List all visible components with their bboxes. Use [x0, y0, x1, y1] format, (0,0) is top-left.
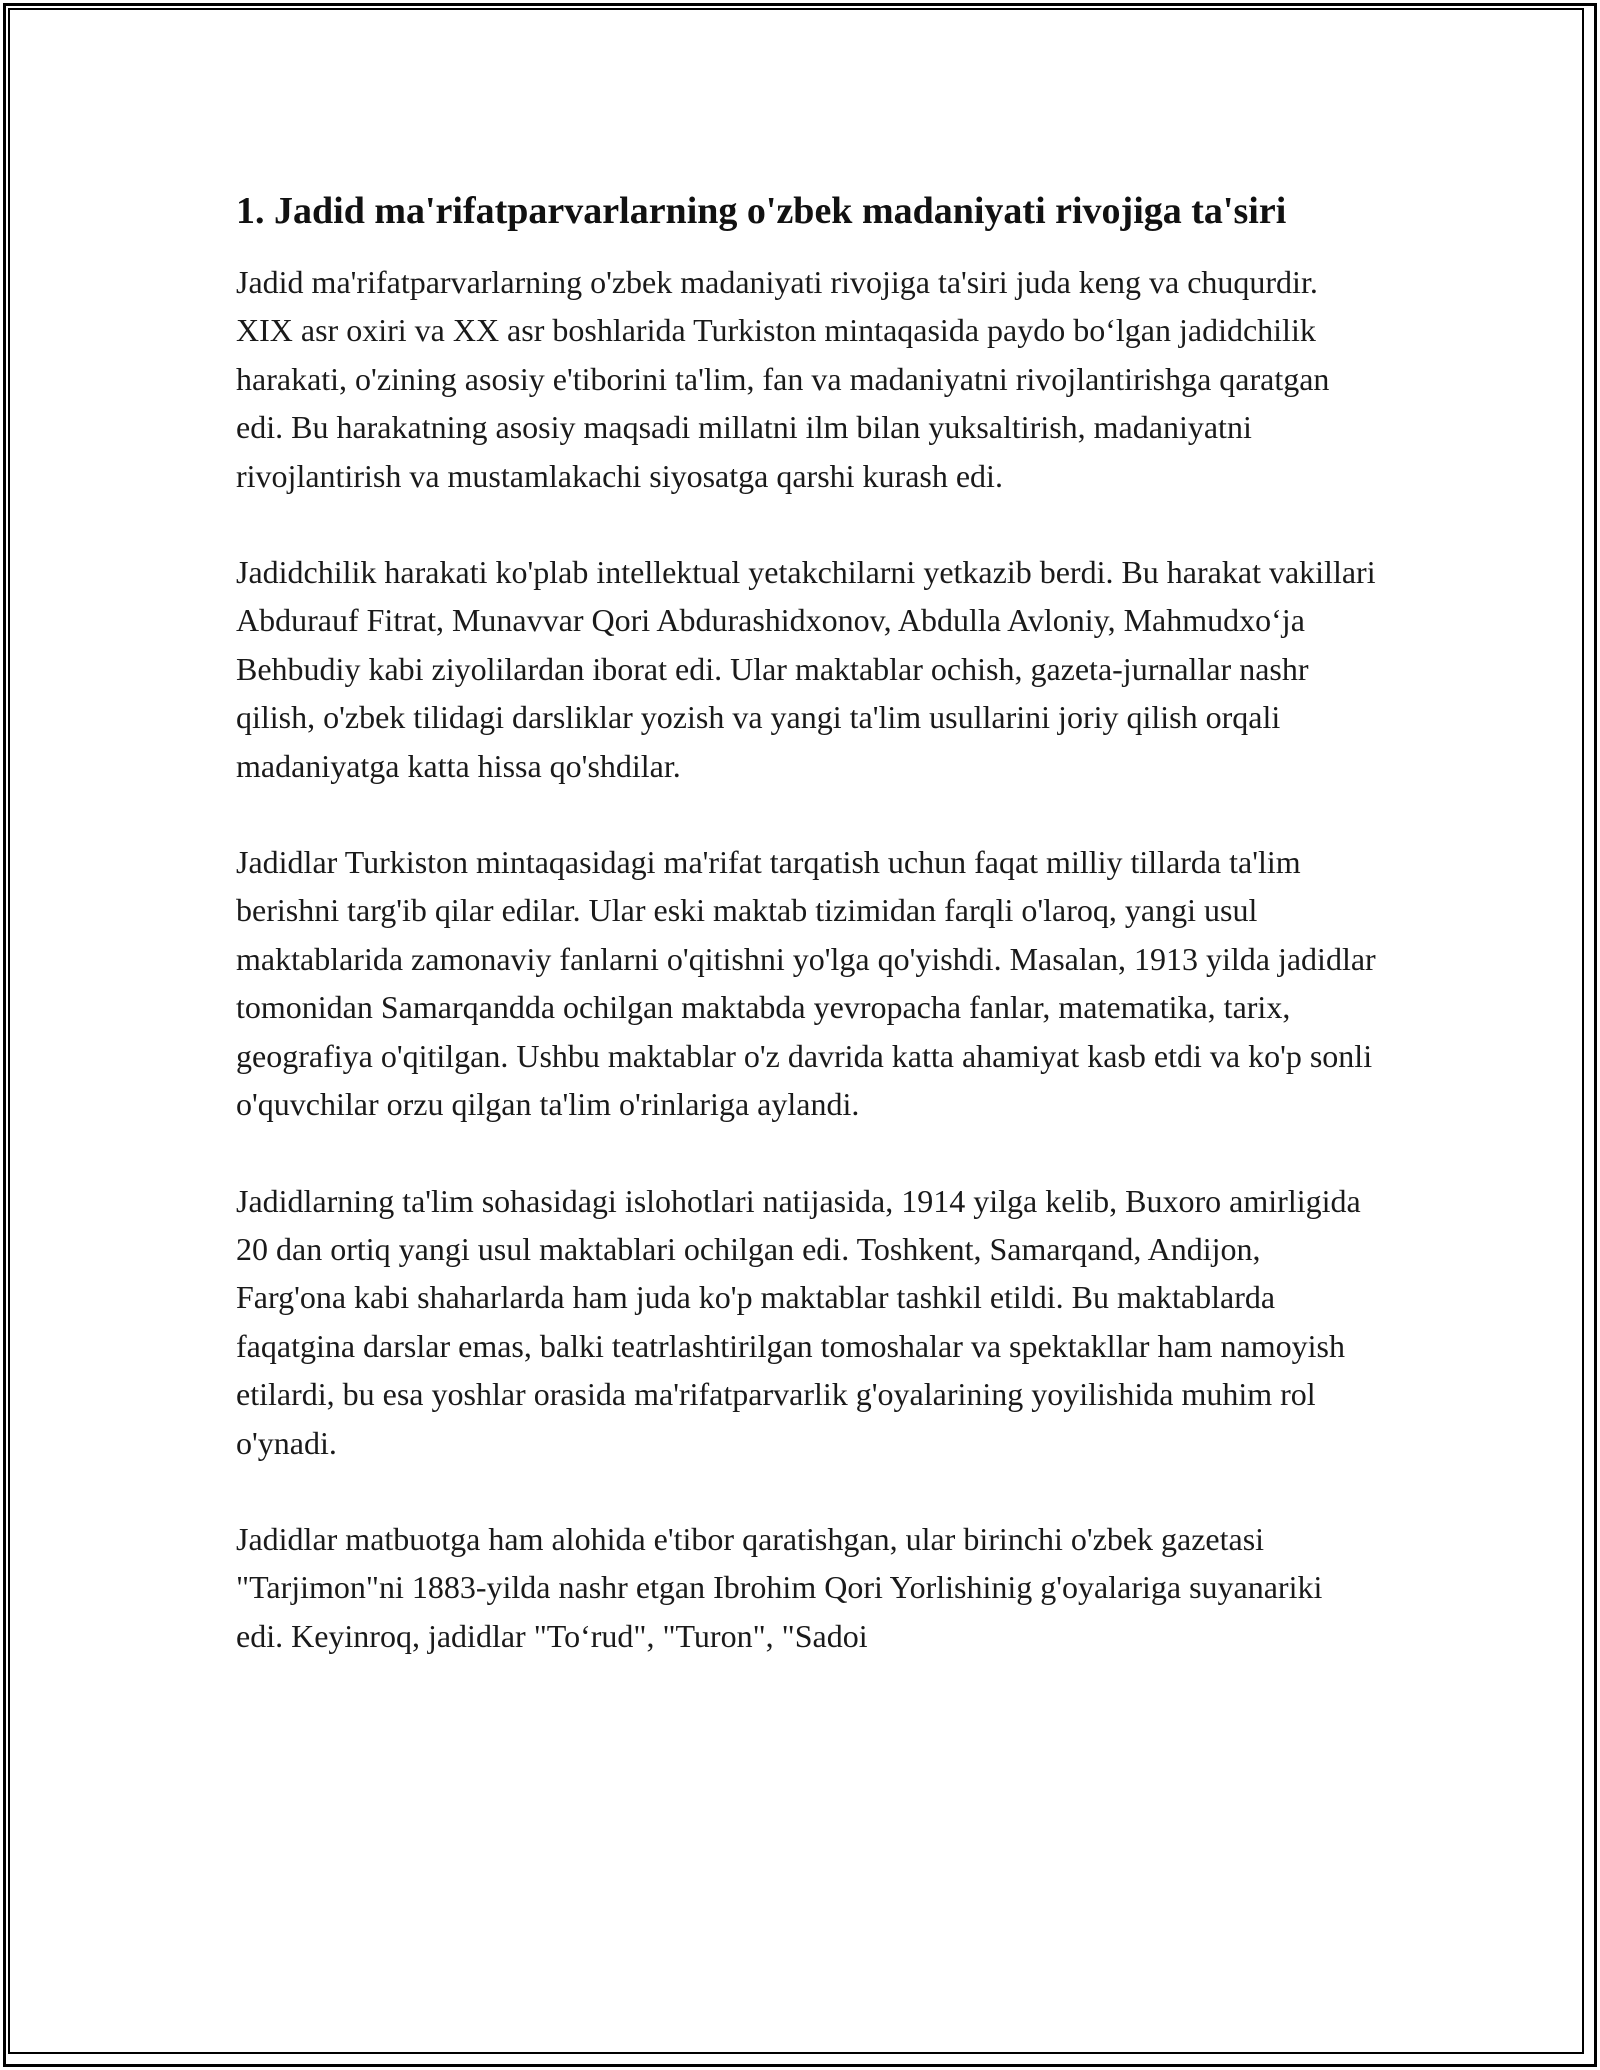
- paragraph-5: Jadidlar matbuotga ham alohida e'tibor qaratishgan, ular birinchi o'zbek gazetasi "Tarjimon"ni 1883-yilda nashr etgan Ibrohim Qori Yorlishinig g'oyalariga suyanariki edi. Keyinroq, jadidlar "To‘rud", "Turon", "Sadoi: [236, 1520, 1323, 1654]
- paragraph-1: Jadid ma'rifatparvarlarning o'zbek madaniyati rivojiga ta'siri juda keng va chuqurdir. XIX asr oxiri va XX asr boshlarida Turkiston mintaqasida paydo bo‘lgan jadidchilik harakati, o'zining asosiy e'tiborini ta'lim, fan va madaniyatni rivojlantirishga qaratgan edi. Bu harakatning asosiy maqsadi millatni ilm bilan yuksaltirish, madaniyatni rivojlantirish va mustamlakachi siyosatga qarshi kurash edi.: [236, 264, 1330, 494]
- paragraph-4: Jadidlarning ta'lim sohasidagi islohotlari natijasida, 1914 yilga kelib, Buxoro amirligida 20 dan ortiq yangi usul maktablari ochilgan edi. Toshkent, Samarqand, Andijon, Farg'ona kabi shaharlarda ham juda ko'p maktablar tashkil etildi. Bu maktablarda faqatgina darslar emas, balki teatrlashtirilgan tomoshalar va spektakllar ham namoyish etilardi, bu esa yoshlar orasida ma'rifatparvarlik g'oyalarining yoyilishida muhim rol o'ynadi.: [236, 1182, 1361, 1461]
- document-content: [236, 184, 1376, 1708]
- paragraph-2: Jadidchilik harakati ko'plab intellektual yetakchilarni yetkazib berdi. Bu harakat vakillari Abdurauf Fitrat, Munavvar Qori Abdurashidxonov, Abdulla Avloniy, Mahmudxo‘ja Behbudiy kabi ziyolilardan iborat edi. Ular maktablar ochish, gazeta-jurnallar nashr qilish, o'zbek tilidagi darsliklar yozish va yangi ta'lim usullarini joriy qilish orqali madaniyatga katta hissa qo'shdilar.: [236, 554, 1376, 784]
- paragraph-3: Jadidlar Turkiston mintaqasidagi ma'rifat tarqatish uchun faqat milliy tillarda ta'lim berishni targ'ib qilar edilar. Ular eski maktab tizimidan farqli o'laroq, yangi usul maktablarida zamonaviy fanlarni o'qitishni yo'lga qo'yishdi. Masalan, 1913 yilda jadidlar tomonidan Samarqandda ochilgan maktabda yevropacha fanlar, matematika, tarix, geografiya o'qitilgan. Ushbu maktablar o'z davrida katta ahamiyat kasb etdi va ko'p sonli o'quvchilar orzu qilgan ta'lim o'rinlariga aylandi.: [236, 844, 1376, 1123]
- section-heading: 1. Jadid ma'rifatparvarlarning o'zbek madaniyati rivojiga ta'siri: [236, 190, 1287, 232]
